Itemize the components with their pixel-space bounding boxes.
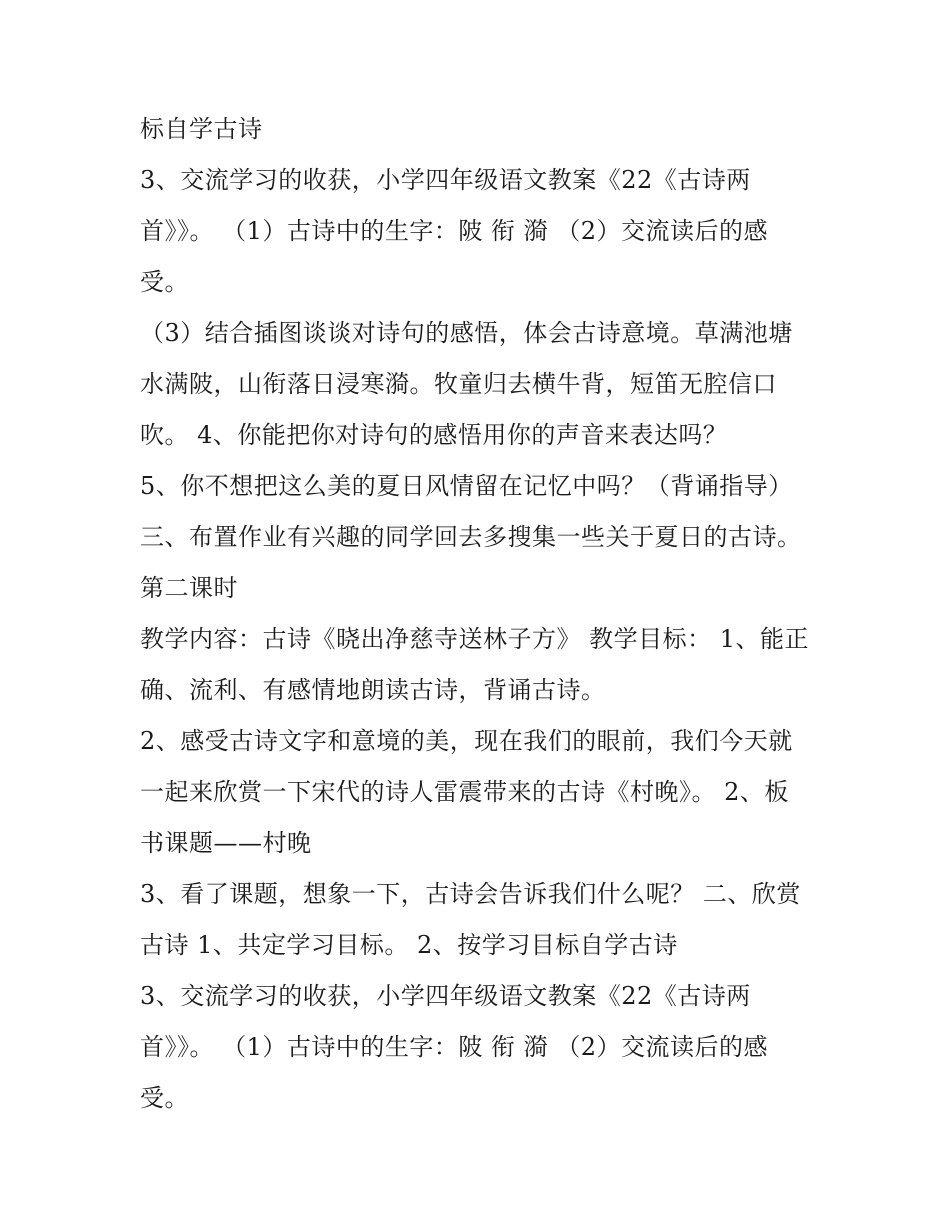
text-line: 书课题——村晚: [140, 829, 312, 857]
text-line: 2、感受古诗文字和意境的美，现在我们的眼前，我们今天就: [140, 727, 793, 755]
text-line: 教学内容：古诗《晓出净慈寺送林子方》 教学目标： 1、能正: [140, 625, 810, 653]
text-line: 受。: [140, 268, 189, 296]
text-line: 古诗 1、共定学习目标。 2、按学习目标自学古诗: [140, 931, 678, 959]
text-line: 吹。 4、你能把你对诗句的感悟用你的声音来表达吗？: [140, 421, 728, 449]
text-line: 水满陂，山衔落日浸寒漪。牧童归去横牛背，短笛无腔信口: [140, 370, 777, 398]
text-line: 3、看了课题，想象一下，古诗会告诉我们什么呢？ 二、欣赏: [140, 880, 801, 908]
text-line: 3、交流学习的收获，小学四年级语文教案《22《古诗两: [140, 166, 751, 194]
text-line: 首》》。 （1）古诗中的生字：陂 衔 漪 （2）交流读后的感: [140, 1033, 769, 1061]
text-line: 三、布置作业有兴趣的同学回去多搜集一些关于夏日的古诗。: [140, 523, 802, 551]
text-line: 受。: [140, 1084, 189, 1112]
text-line: 确、流利、有感情地朗读古诗，背诵古诗。: [140, 676, 606, 704]
section-heading: 第二课时: [140, 574, 238, 602]
text-line: 首》》。 （1）古诗中的生字：陂 衔 漪 （2）交流读后的感: [140, 217, 769, 245]
text-line: 3、交流学习的收获，小学四年级语文教案《22《古诗两: [140, 982, 751, 1010]
text-line: （3）结合插图谈谈对诗句的感悟，体会古诗意境。草满池塘: [140, 319, 793, 347]
text-line: 标自学古诗: [140, 115, 263, 143]
text-line: 5、你不想把这么美的夏日风情留在记忆中吗？（背诵指导）: [140, 472, 793, 500]
text-line: 一起来欣赏一下宋代的诗人雷震带来的古诗《村晚》。 2、板: [140, 778, 789, 806]
